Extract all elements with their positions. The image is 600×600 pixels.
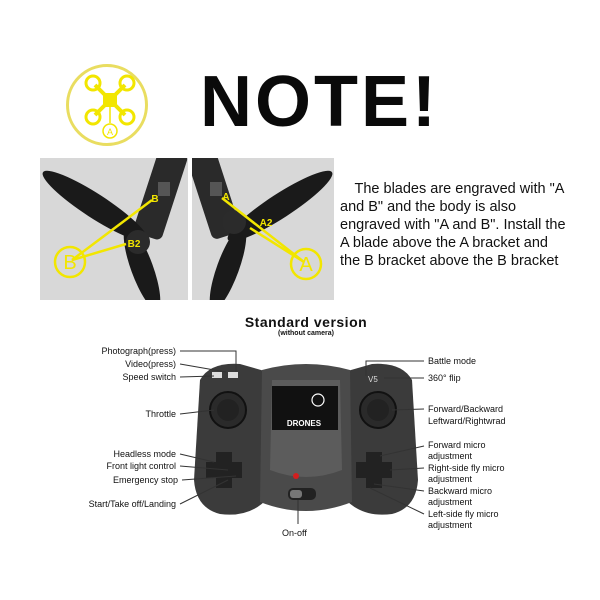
- power-led: [293, 473, 299, 479]
- label-forward-micro: Forward micro adjustment: [428, 440, 486, 461]
- label-headless-mode: Headless mode: [113, 449, 176, 459]
- badge-letter: A: [106, 127, 114, 137]
- label-start-takeoff-landing: Start/Take off/Landing: [88, 499, 176, 509]
- label-on-off: On-off: [282, 528, 307, 538]
- note-title: NOTE!: [200, 62, 439, 142]
- label-a2-blade: A2: [259, 218, 273, 229]
- screen-brand: DRONES: [286, 419, 322, 428]
- label-left-micro: Left-side fly micro adjustment: [428, 509, 499, 530]
- label-right-micro: Right-side fly micro adjustment: [428, 463, 505, 484]
- install-note-text: The blades are engraved with "A and B" and the body is also engraved with "A and B". Install the A blade above the A bracket and the B bracket above the B bracket: [340, 181, 566, 269]
- label-a-body: A: [222, 192, 230, 203]
- label-b-big: B: [63, 252, 77, 274]
- label-a-big: A: [299, 254, 313, 276]
- label-photograph: Photograph(press): [101, 346, 176, 356]
- controller-subtitle: (without camera): [277, 330, 334, 337]
- label-leftward-rightward: Leftward/Rightwrad: [428, 416, 506, 426]
- label-b-body: B: [151, 194, 159, 205]
- label-video: Video(press): [125, 359, 176, 369]
- label-b2-blade: B2: [127, 239, 141, 250]
- v5-mark: V5: [368, 375, 378, 384]
- label-speed-switch: Speed switch: [122, 372, 176, 382]
- label-front-light: Front light control: [106, 461, 176, 471]
- label-backward-micro: Backward micro adjustment: [428, 486, 493, 507]
- controller-title: Standard version: [244, 314, 368, 330]
- label-360-flip: 360° flip: [428, 373, 461, 383]
- label-emergency-stop: Emergency stop: [112, 475, 178, 485]
- label-throttle: Throttle: [145, 409, 176, 419]
- label-battle-mode: Battle mode: [428, 356, 477, 366]
- label-forward-backward: Forward/Backward: [428, 404, 504, 414]
